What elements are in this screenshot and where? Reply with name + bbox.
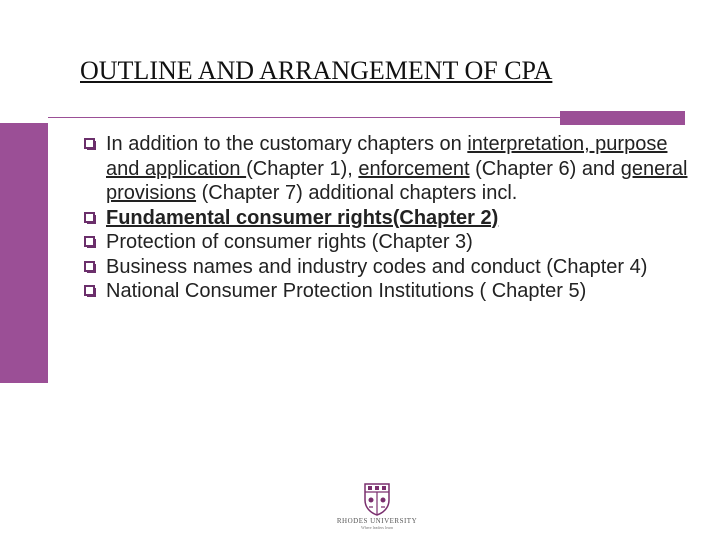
university-logo — [330, 482, 424, 538]
checkbox-bullet-icon — [84, 261, 95, 272]
bullet-text-2: Fundamental consumer rights(Chapter 2) — [106, 206, 499, 229]
checkbox-bullet-icon — [84, 138, 95, 149]
bullet-item-2 — [84, 206, 704, 231]
bullet-item-5 — [84, 279, 704, 304]
bullet-item-1: In addition to the customary chapters on interpretation, purpose and application (Chapter 1), enforcement (Chapter 6) and general provisions (Chapter 7) additional chapters incl. — [84, 132, 704, 206]
checkbox-bullet-icon — [84, 212, 95, 223]
link-interpretation: interpretation, purpose and application — [106, 133, 668, 180]
slide-title: OUTLINE AND ARRANGEMENT OF CPA — [80, 56, 553, 85]
checkbox-bullet-icon — [84, 285, 95, 296]
bullet-item-4 — [84, 255, 704, 280]
left-accent-bar — [0, 123, 48, 383]
bullet-text-4: Business names and industry codes and conduct (Chapter 4) — [106, 255, 648, 278]
title-divider — [48, 117, 560, 118]
crest-icon — [363, 482, 391, 516]
logo-name: RHODES UNIVERSITY — [336, 517, 418, 525]
bullet-text-3: Protection of consumer rights (Chapter 3) — [106, 231, 473, 253]
link-enforcement: enforcement — [358, 157, 470, 180]
bullet-text-5: National Consumer Protection Institutions ( Chapter 5) — [106, 280, 587, 302]
checkbox-bullet-icon — [84, 236, 95, 247]
link-general-provisions: general provisions — [106, 157, 688, 204]
logo-tagline: Where leaders learn — [361, 525, 393, 530]
right-accent-bar — [560, 111, 685, 125]
bullet-list — [84, 132, 704, 304]
bullet-item-3 — [84, 230, 704, 255]
